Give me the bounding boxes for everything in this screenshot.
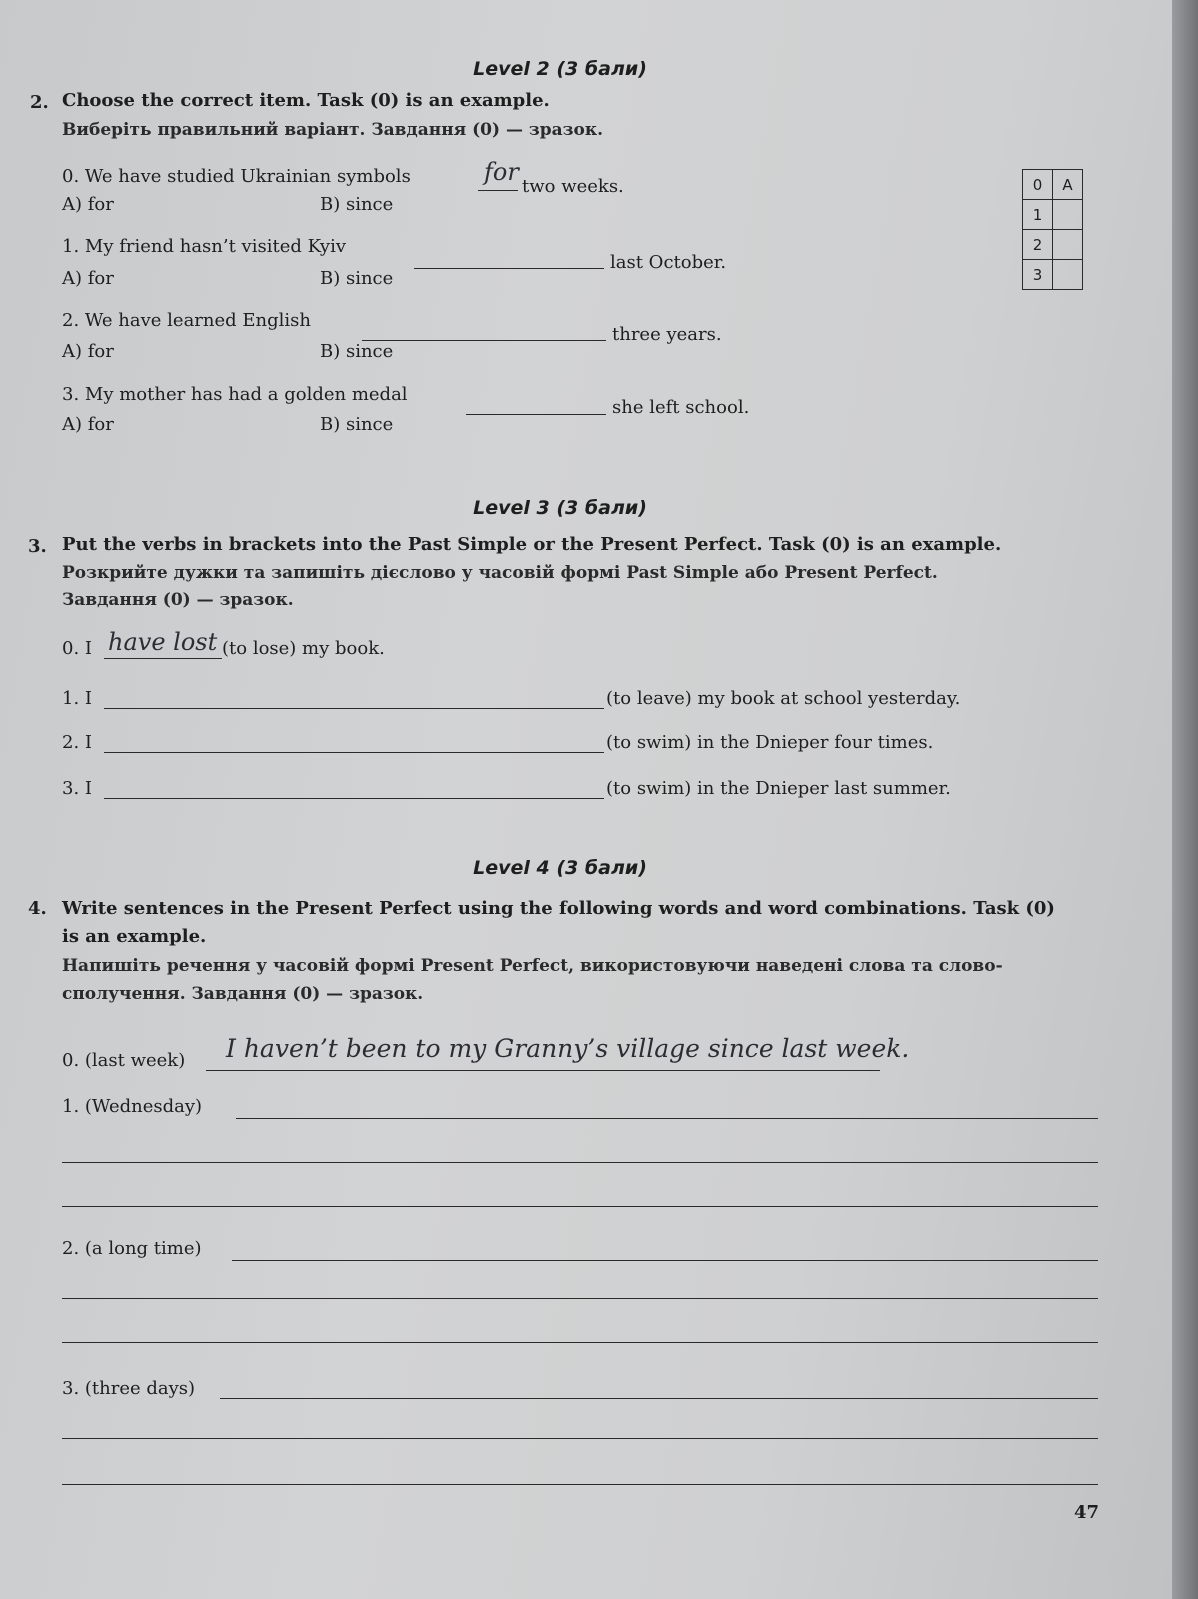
- answer-line[interactable]: [62, 1484, 1098, 1485]
- task2-item-text: 1. My friend hasn’t visited Kyiv: [62, 236, 347, 257]
- task3-item-num: 0. I: [62, 638, 93, 659]
- answer-line[interactable]: [220, 1398, 1098, 1399]
- answer-line[interactable]: [104, 708, 604, 709]
- answer-line[interactable]: [62, 1438, 1098, 1439]
- task4-instruction-ua: сполучення. Завдання (0) — зразок.: [62, 984, 424, 1004]
- task4-instruction-en: Write sentences in the Present Perfect using the following words and word combinations. Task (0): [62, 898, 1055, 919]
- task2-item-text: 0. We have studied Ukrainian symbols: [62, 166, 411, 187]
- answer-line[interactable]: [414, 268, 604, 269]
- answer-line: [478, 190, 518, 191]
- answer-grid-row: [1023, 200, 1083, 230]
- task2-item-text: 3. My mother has had a golden medal: [62, 384, 408, 405]
- answer-line[interactable]: [236, 1118, 1098, 1119]
- option-a: A) for: [62, 194, 114, 215]
- option-a: A) for: [62, 414, 114, 435]
- task2-instruction-en: Choose the correct item. Task (0) is an example.: [62, 90, 550, 111]
- task4-number: 4.: [28, 898, 47, 919]
- task2-item-text: 2. We have learned English: [62, 310, 312, 331]
- task3-item-rest: (to lose) my book.: [222, 638, 385, 659]
- task4-instruction-ua: Напишіть речення у часовій формі Present Perfect, використовуючи наведені слова та слово-: [62, 956, 1003, 976]
- answer-grid-cell: A: [1053, 170, 1083, 200]
- answer-grid-num: 3: [1023, 260, 1053, 290]
- task3-number: 3.: [28, 536, 47, 557]
- task4-instruction-en: is an example.: [62, 926, 207, 947]
- task2-item-after: last October.: [610, 252, 727, 273]
- answer-line[interactable]: [104, 798, 604, 799]
- task4-item-prompt: 1. (Wednesday): [62, 1096, 203, 1117]
- task3-item-num: 2. I: [62, 732, 93, 753]
- level3-heading: Level 3 (3 бали): [473, 497, 647, 519]
- task3-item-rest: (to swim) in the Dnieper last summer.: [606, 778, 951, 799]
- task3-item-answer: have lost: [108, 628, 218, 656]
- option-b: B) since: [320, 268, 394, 289]
- answer-grid-cell[interactable]: [1053, 260, 1083, 290]
- task2-instruction-ua: Виберіть правильний варіант. Завдання (0) — зразок.: [62, 120, 604, 140]
- answer-line: [206, 1070, 880, 1071]
- task4-item-answer: I haven’t been to my Granny’s village since last week.: [226, 1034, 910, 1063]
- answer-grid: [1022, 169, 1083, 290]
- answer-grid-num: 0: [1023, 170, 1053, 200]
- answer-line[interactable]: [62, 1206, 1098, 1207]
- task3-instruction-ua: Завдання (0) — зразок.: [62, 590, 294, 610]
- task3-item-num: 3. I: [62, 778, 93, 799]
- task3-item-num: 1. I: [62, 688, 93, 709]
- answer-line[interactable]: [466, 414, 606, 415]
- answer-grid-num: 2: [1023, 230, 1053, 260]
- option-b: B) since: [320, 194, 394, 215]
- task2-item-after: three years.: [612, 324, 722, 345]
- task2-item-after: two weeks.: [522, 176, 624, 197]
- option-a: A) for: [62, 268, 114, 289]
- answer-grid-cell[interactable]: [1053, 200, 1083, 230]
- answer-line[interactable]: [104, 752, 604, 753]
- task3-item-rest: (to swim) in the Dnieper four times.: [606, 732, 934, 753]
- answer-grid-row: [1023, 170, 1083, 200]
- task2-number: 2.: [30, 92, 49, 113]
- answer-grid-cell[interactable]: [1053, 230, 1083, 260]
- option-b: B) since: [320, 341, 394, 362]
- option-b: B) since: [320, 414, 394, 435]
- task3-item-rest: (to leave) my book at school yesterday.: [606, 688, 961, 709]
- task2-item-after: she left school.: [612, 397, 750, 418]
- answer-line[interactable]: [362, 340, 606, 341]
- answer-line: [104, 658, 222, 659]
- answer-grid-num: 1: [1023, 200, 1053, 230]
- answer-grid-row: [1023, 230, 1083, 260]
- task4-item-prompt: 0. (last week): [62, 1050, 186, 1071]
- answer-line[interactable]: [62, 1342, 1098, 1343]
- page-edge: [1172, 0, 1198, 1599]
- option-a: A) for: [62, 341, 114, 362]
- task3-instruction-ua: Розкрийте дужки та запишіть дієслово у часовій формі Past Simple або Present Perfect.: [62, 563, 938, 583]
- answer-line[interactable]: [232, 1260, 1098, 1261]
- task4-item-prompt: 2. (a long time): [62, 1238, 202, 1259]
- level4-heading: Level 4 (3 бали): [473, 857, 647, 879]
- level2-heading: Level 2 (3 бали): [473, 58, 647, 80]
- answer-grid-row: [1023, 260, 1083, 290]
- page-number: 47: [1074, 1502, 1100, 1523]
- answer-line[interactable]: [62, 1162, 1098, 1163]
- task3-instruction-en: Put the verbs in brackets into the Past Simple or the Present Perfect. Task (0) is an example.: [62, 534, 1002, 555]
- task4-item-prompt: 3. (three days): [62, 1378, 196, 1399]
- answer-line[interactable]: [62, 1298, 1098, 1299]
- task2-item-answer: for: [484, 158, 519, 186]
